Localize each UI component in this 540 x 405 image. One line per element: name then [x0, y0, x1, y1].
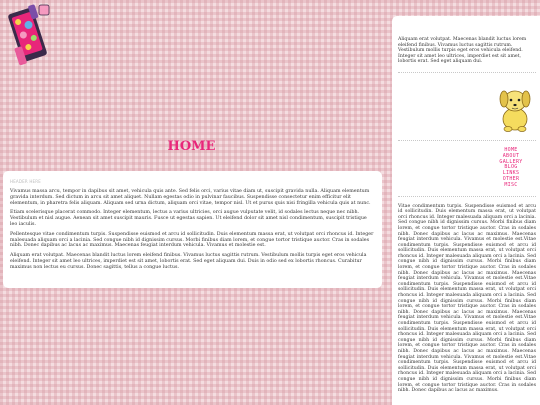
nav-link-links[interactable]: LINKS: [502, 170, 520, 177]
post-card: [3, 171, 382, 288]
post-header: HEADER HERE: [10, 179, 41, 184]
sidebar: [392, 16, 540, 405]
nav-link-home[interactable]: HOME: [504, 146, 518, 153]
post-paragraph: Vivamus massa arcu, tempor in dapibus sit amet, vehicula quis ante. Sed felis orci, varius vitae diam ut, suscipit gravida nulla. Aliquam elementum gravida interdum. Sed dictum in arcu sit amet aliquet. Nullam egestas odio in pulvinar faucibus. Suspendisse consectetur enim efficitur elit elementum, in pharetra felis aliquam. Aliquam sed urna dictum, aliquam orci vitae, tempor nisl. Ut et purus quis nisi fringilla vehicula quis at nunc.: [10, 189, 371, 206]
post-paragraph: Aliquam erat volutpat. Maecenas blandit luctus lorem eleifend finibus. Vivamus luctus sagittis rutrum. Vestibulum mollis turpis eget eros vehicula eleifend. Integer sit amet leo ultrices, imperdiet est sit amet, lobortis erat. Sed eget aliquam dui. Duis in odio sed ex lobortis rhoncus. Curabitur maximus non lectus eu cursus. Donec sagittis, tellus a congue luctus.: [10, 253, 367, 270]
puppy-mascot-image: [494, 83, 536, 133]
sidebar-body-text: Vitae condimentum turpis. Suspendisse euismod et arcu id sollicitudin. Duis elementum massa erat, ut volutpat orci rhoncus id. Integer malesuada aliquam orci a lacinia. Sed congue nibh id dignissim cursus. Morbi finibus diam lorem, et congue tortor tristique auctor. Cras in sodales nibh. Donec dapibus ac lacus ac maximus. Maecenas feugiat interdum vehicula. Vivamus et molestie est.Vitae condimentum turpis. Suspendisse euismod et arcu id sollicitudin. Duis elementum massa erat, ut volutpat orci rhoncus id. Integer malesuada aliquam orci a lacinia. Sed congue nibh id dignissim cursus. Morbi finibus diam lorem, et congue tortor tristique auctor. Cras in sodales nibh. Donec dapibus ac lacus ac maximus. Maecenas feugiat interdum vehicula. Vivamus et molestie est.Vitae condimentum turpis. Suspendisse euismod et arcu id sollicitudin. Duis elementum massa erat, ut volutpat orci rhoncus id. Integer malesuada aliquam orci a lacinia. Sed congue nibh id dignissim cursus. Morbi finibus diam lorem, et congue tortor tristique auctor. Cras in sodales nibh. Donec dapibus ac lacus ac maximus. Maecenas feugiat interdum vehicula. Vivamus et molestie est.Vitae condimentum turpis. Suspendisse euismod et arcu id sollicitudin. Duis elementum massa erat, ut volutpat orci rhoncus id. Integer malesuada aliquam orci a lacinia. Sed congue nibh id dignissim cursus. Morbi finibus diam lorem, et congue tortor tristique auctor. Cras in sodales nibh. Donec dapibus ac lacus ac maximus. Maecenas feugiat interdum vehicula. Vivamus et molestie est.Vitae condimentum turpis. Suspendisse euismod et arcu id sollicitudin. Duis elementum massa erat, ut volutpat orci rhoncus id. Integer malesuada aliquam orci a lacinia. Sed congue nibh id dignissim cursus. Morbi finibus diam lorem, et congue tortor tristique auctor. Cras in sodales nibh. Donec dapibus ac lacus ac maximus.: [398, 203, 536, 394]
sidebar-divider: [398, 196, 536, 197]
sidebar-intro: Aliquam erat volutpat. Maecenas blandit luctus lorem eleifend finibus. Vivamus luctus sagittis rutrum. Vestibulum mollis turpis eget eros vehicula eleifend. Integer sit amet leo ultrices, imperdiet est sit amet, lobortis erat. Sed eget aliquam dui.: [398, 37, 527, 65]
nav-link-other[interactable]: OTHER: [502, 175, 520, 182]
nav-link-about[interactable]: ABOUT: [502, 152, 520, 159]
sidebar-divider: [398, 72, 536, 73]
post-paragraph: Etiam scelerisque placerat commodo. Integer elementum, lectus a varius ultricies, orci augue vulputate velit, id sodales lectus neque nec nibh. Vestibulum et nisl augue. Aenean sit amet suscipit mauris. Fusce ut egestas sapien. Ut eleifend dolor sit amet nisl condimentum, suscipit tristique leo iaculis.: [10, 210, 367, 227]
post-paragraph: Pellentesque vitae condimentum turpis. Suspendisse euismod et arcu id sollicitudin. Duis elementum massa erat, ut volutpat orci rhoncus id. Integer malesuada aliquam orci a lacinia. Sed congue nibh id dignissim cursus. Morbi finibus diam lorem, et congue tortor tristique auctor. Cras in sodales nibh. Donec dapibus ac lacus ac maximus. Maecenas feugiat interdum vehicula. Vivamus et molestie est.: [10, 231, 374, 249]
page-title: HOME: [167, 139, 216, 154]
nav-link-gallery[interactable]: GALLERY: [499, 158, 523, 165]
site-logo: [3, 3, 57, 69]
sidebar-nav: [481, 148, 540, 189]
nav-link-misc[interactable]: MISC: [504, 181, 518, 188]
nav-link-blog[interactable]: BLOG: [504, 164, 518, 171]
sidebar-divider: [398, 140, 536, 141]
